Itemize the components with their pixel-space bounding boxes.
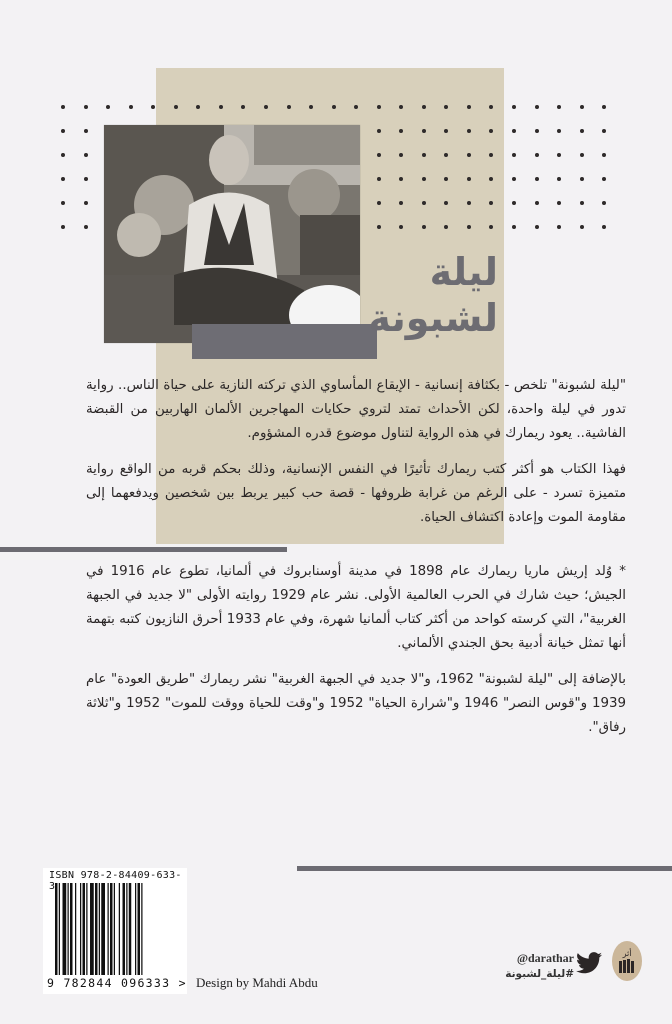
dot — [535, 153, 539, 157]
dot — [332, 105, 336, 109]
dot — [84, 225, 88, 229]
dot — [580, 105, 584, 109]
dot — [602, 225, 606, 229]
dot — [377, 225, 381, 229]
dot — [535, 129, 539, 133]
dot — [61, 129, 65, 133]
dot — [264, 105, 268, 109]
dot — [377, 153, 381, 157]
dot — [467, 129, 471, 133]
blurb-paragraph-1: "ليلة لشبونة" تلخص - بكثافة إنسانية - الإيقاع المأساوي الذي تركته النازية على حياة الناس.. رواية تدور في ليلة واحدة، لكن الأحداث تمتد لتروي حكايات المهاجرين الألمان الهاربين من القبضة الفاشية.. يعود ريمارك في هذه الرواية لتناول موضوع قدره المشؤوم. — [86, 378, 626, 441]
barcode-bars-icon — [55, 883, 175, 975]
dot — [287, 105, 291, 109]
dot — [512, 129, 516, 133]
dot — [467, 177, 471, 181]
dot — [84, 177, 88, 181]
dot — [580, 177, 584, 181]
dot — [422, 225, 426, 229]
dot — [422, 177, 426, 181]
dot — [602, 105, 606, 109]
dot — [557, 177, 561, 181]
divider-rule-right — [297, 866, 672, 871]
twitter-handle[interactable]: @darathar — [516, 951, 574, 965]
dot — [467, 225, 471, 229]
dot — [467, 153, 471, 157]
author-bio: * وُلد إريش ماريا ريمارك عام 1898 في مدينة أوسنابروك في ألمانيا، تطوع عام 1916 في الجيش؛ حيث شارك في الحرب العالمية الأولى. نشر عام 1929 روايته الأولى "لا جديد في الجبهة الغربية"، التي كرسته كواحد من أكثر كتاب ألمانيا شهرة، وفي عام 1933 أحرق النازيون كتبه بتهمة أنها تمثل خيانة أدبية بحق الجندي الألماني. — [86, 564, 626, 651]
dot — [557, 153, 561, 157]
dot — [61, 225, 65, 229]
blurb-paragraph-2: فهذا الكتاب هو أكثر كتب ريمارك تأثيرًا في النفس الإنسانية، وذلك بحكم قربه من الواقع رواية متميزة تسرد - على الرغم من غرابة ظروفها - قصة حب كبير يربط بين شخصين ويدفعهما إلى مقاومة الموت وإعادة اكتشاف الحياة. — [86, 462, 626, 525]
dot — [512, 105, 516, 109]
dot — [602, 177, 606, 181]
dot — [422, 153, 426, 157]
dot — [84, 129, 88, 133]
dot — [557, 201, 561, 205]
dot — [174, 105, 178, 109]
divider-rule-left — [0, 547, 287, 552]
dot — [219, 105, 223, 109]
dot — [535, 177, 539, 181]
hashtag[interactable]: #ليلة_لشبونة — [505, 968, 574, 980]
dot — [602, 153, 606, 157]
book-title: ليلة لشبونة — [368, 250, 498, 340]
dot — [377, 129, 381, 133]
dot — [422, 129, 426, 133]
dot — [377, 177, 381, 181]
twitter-bird-icon[interactable] — [576, 952, 602, 974]
dot — [557, 105, 561, 109]
dot — [106, 105, 110, 109]
dot — [557, 129, 561, 133]
dot — [467, 105, 471, 109]
dot — [512, 225, 516, 229]
dot — [512, 153, 516, 157]
dot — [377, 105, 381, 109]
publisher-logo — [612, 941, 642, 981]
ean-digits: 9 782844 096333 > — [47, 976, 187, 990]
author-photo — [104, 125, 360, 343]
dot — [61, 153, 65, 157]
dot — [61, 201, 65, 205]
dot — [580, 129, 584, 133]
dot — [535, 225, 539, 229]
dot — [84, 201, 88, 205]
design-credit: Design by Mahdi Abdu — [196, 975, 318, 990]
dot — [512, 201, 516, 205]
dot — [61, 105, 65, 109]
dot — [467, 201, 471, 205]
dot — [422, 105, 426, 109]
isbn-barcode — [43, 868, 187, 994]
isbn-label: ISBN 978-2-84409-633-3 — [49, 870, 182, 892]
other-works: بالإضافة إلى "ليلة لشبونة" 1962، و"لا جديد في الجبهة الغربية" نشر ريمارك "طريق العودة" عام 1939 و"قوس النصر" 1946 و"شرارة الحياة" 1952 و"وقت للحياة ووقت للموت" 1952 و"ثلاثة رفاق". — [86, 672, 627, 735]
dot — [422, 201, 426, 205]
social-info — [500, 950, 574, 982]
dot — [535, 201, 539, 205]
dot — [557, 225, 561, 229]
dot — [580, 153, 584, 157]
dot — [61, 177, 65, 181]
dot — [151, 105, 155, 109]
decorative-gray-bar — [192, 324, 377, 359]
dot — [129, 105, 133, 109]
dot — [602, 129, 606, 133]
svg-text:أثر: أثر — [622, 949, 632, 958]
dot — [512, 177, 516, 181]
dot — [580, 225, 584, 229]
dot — [84, 153, 88, 157]
dot — [535, 105, 539, 109]
dot — [580, 201, 584, 205]
dot — [377, 201, 381, 205]
dot — [602, 201, 606, 205]
dot — [84, 105, 88, 109]
